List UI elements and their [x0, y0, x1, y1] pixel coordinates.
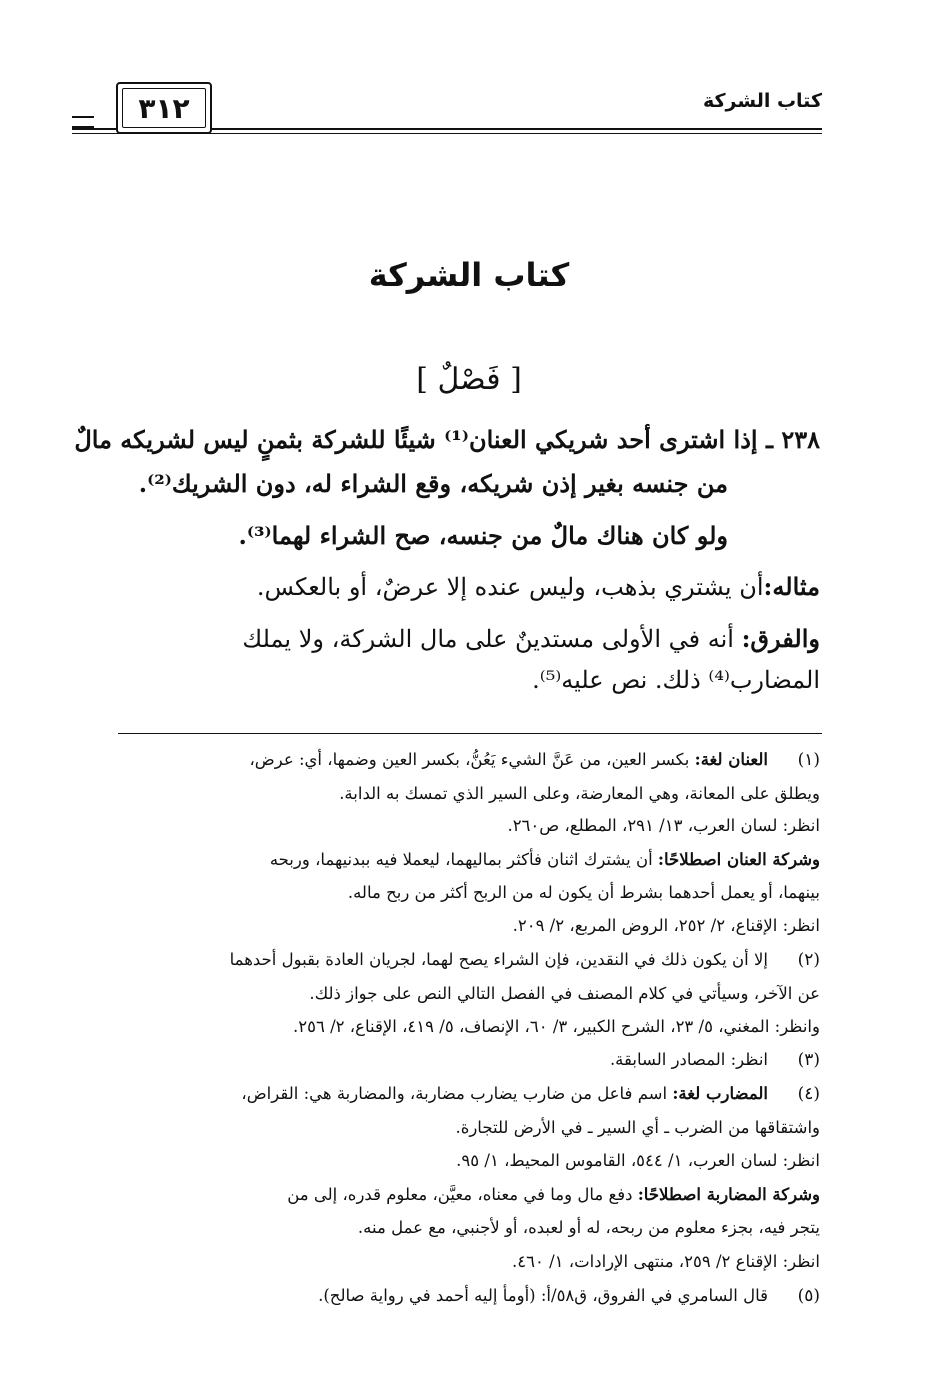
footnote-1-line-6: انظر: الإقناع، ٢/ ٢٥٢، الروض المربع، ٢/ ٢٠٩.: [512, 916, 820, 935]
footnote-1-line-1: [78, 750, 768, 769]
main-line-3: ولو كان هناك مالٌ من جنسه، صح الشراء لهما⁽³⁾.: [238, 521, 728, 550]
footnote-4-term: المضارب لغة:: [672, 1084, 768, 1103]
difference-label: والفرق:: [741, 624, 820, 653]
example-line: [257, 572, 820, 601]
footnote-1-line-4: [78, 850, 820, 869]
page-number: [116, 82, 212, 134]
footnote-4-line-3: انظر: لسان العرب، ١/ ٥٤٤، القاموس المحيط، ١/ ٩٥.: [456, 1151, 820, 1170]
running-title: كتاب الشركة: [702, 90, 822, 112]
footnote-number-5: (٥): [797, 1286, 820, 1306]
header-ornament: [72, 116, 94, 128]
difference-text: أنه في الأولى مستدينٌ على مال الشركة، ولا يملك: [242, 625, 742, 653]
footnote-3-line-1: انظر: المصادر السابقة.: [609, 1050, 768, 1069]
footnote-1-text-1: بكسر العين، من عَنَّ الشيء يَعُنُّ، بكسر العين وضمها، أي: عرض،: [249, 750, 695, 769]
footnote-1-term-2: وشركة العنان اصطلاحًا:: [657, 850, 820, 869]
footnote-2-line-2: عن الآخر، وسيأتي في كلام المصنف في الفصل التالي النص على جواز ذلك.: [309, 984, 820, 1003]
footnote-4-line-5: يتجر فيه، بجزء معلوم من ربحه، له أو لعبده، أو لأجنبي، مع عمل منه.: [357, 1218, 820, 1237]
main-line-2: من جنسه بغير إذن شريكه، وقع الشراء له، دون الشريك⁽²⁾.: [138, 469, 728, 498]
footnote-4-text-4: دفع مال وما في معناه، معيَّن، معلوم قدره، إلى من: [287, 1185, 638, 1204]
footnote-number-4: (٤): [797, 1084, 820, 1104]
footnote-1-term: العنان لغة:: [694, 750, 768, 769]
footnote-number-1: (١): [797, 750, 820, 770]
footnote-4-line-4: [78, 1185, 820, 1204]
footnote-4-line-6: انظر: الإقناع ٢/ ٢٥٩، منتهى الإرادات، ١/ ٤٦٠.: [512, 1252, 820, 1271]
footnote-1-text-4: أن يشترك اثنان فأكثر بماليهما، ليعملا فيه ببدنيهما، وربحه: [269, 850, 658, 869]
footnote-4-line-2: واشتقاقها من الضرب ـ أي السير ـ في الأرض للتجارة.: [455, 1118, 820, 1137]
page-header: [72, 82, 822, 138]
difference-line-2: المضارب⁽⁴⁾ ذلك. نص عليه⁽⁵⁾.: [532, 666, 820, 694]
footnote-1-line-5: بينهما، أو يعمل أحدهما بشرط أن يكون له من الربح أكثر من ربح ماله.: [347, 883, 820, 902]
book-title: كتاب الشركة: [368, 256, 570, 294]
footnote-separator: [118, 733, 822, 734]
footnote-4-term-2: وشركة المضاربة اصطلاحًا:: [637, 1185, 820, 1204]
main-line-1: ٢٣٨ ـ إذا اشترى أحد شريكي العنان⁽¹⁾ شيئًا للشركة بثمنٍ ليس لشريكه مالٌ: [74, 425, 820, 454]
footnote-5-line-1: قال السامري في الفروق، ق٥٨/أ: (أومأ إليه أحمد في رواية صالح).: [318, 1286, 768, 1305]
footnote-1-line-2: ويطلق على المعانة، وهي المعارضة، وعلى السير الذي تمسك به الدابة.: [339, 784, 820, 803]
difference-line-1: [242, 624, 820, 653]
page-number-text: ٣١٢: [138, 91, 190, 125]
example-text: أن يشتري بذهب، وليس عنده إلا عرضٌ، أو بالعكس.: [256, 573, 764, 601]
example-label: مثاله:: [763, 572, 820, 601]
footnote-2-line-1: إلا أن يكون ذلك في النقدين، فإن الشراء يصح لهما، لجريان العادة بقبول أحدهما: [229, 950, 768, 969]
footnote-1-line-3: انظر: لسان العرب، ١٣/ ٢٩١، المطلع، ص٢٦٠.: [507, 816, 820, 835]
footnote-4-text-1: اسم فاعل من ضارب يضارب مضاربة، والمضاربة هي: القراض،: [241, 1084, 673, 1103]
footnote-2-line-3: وانظر: المغني، ٥/ ٢٣، الشرح الكبير، ٣/ ٦٠، الإنصاف، ٥/ ٤١٩، الإقناع، ٢/ ٢٥٦.: [293, 1017, 820, 1036]
footnote-number-3: (٣): [797, 1050, 820, 1070]
section-heading: [ فَصْلٌ ]: [416, 362, 522, 397]
footnote-number-2: (٢): [797, 950, 820, 970]
footnote-4-line-1: [78, 1084, 768, 1103]
